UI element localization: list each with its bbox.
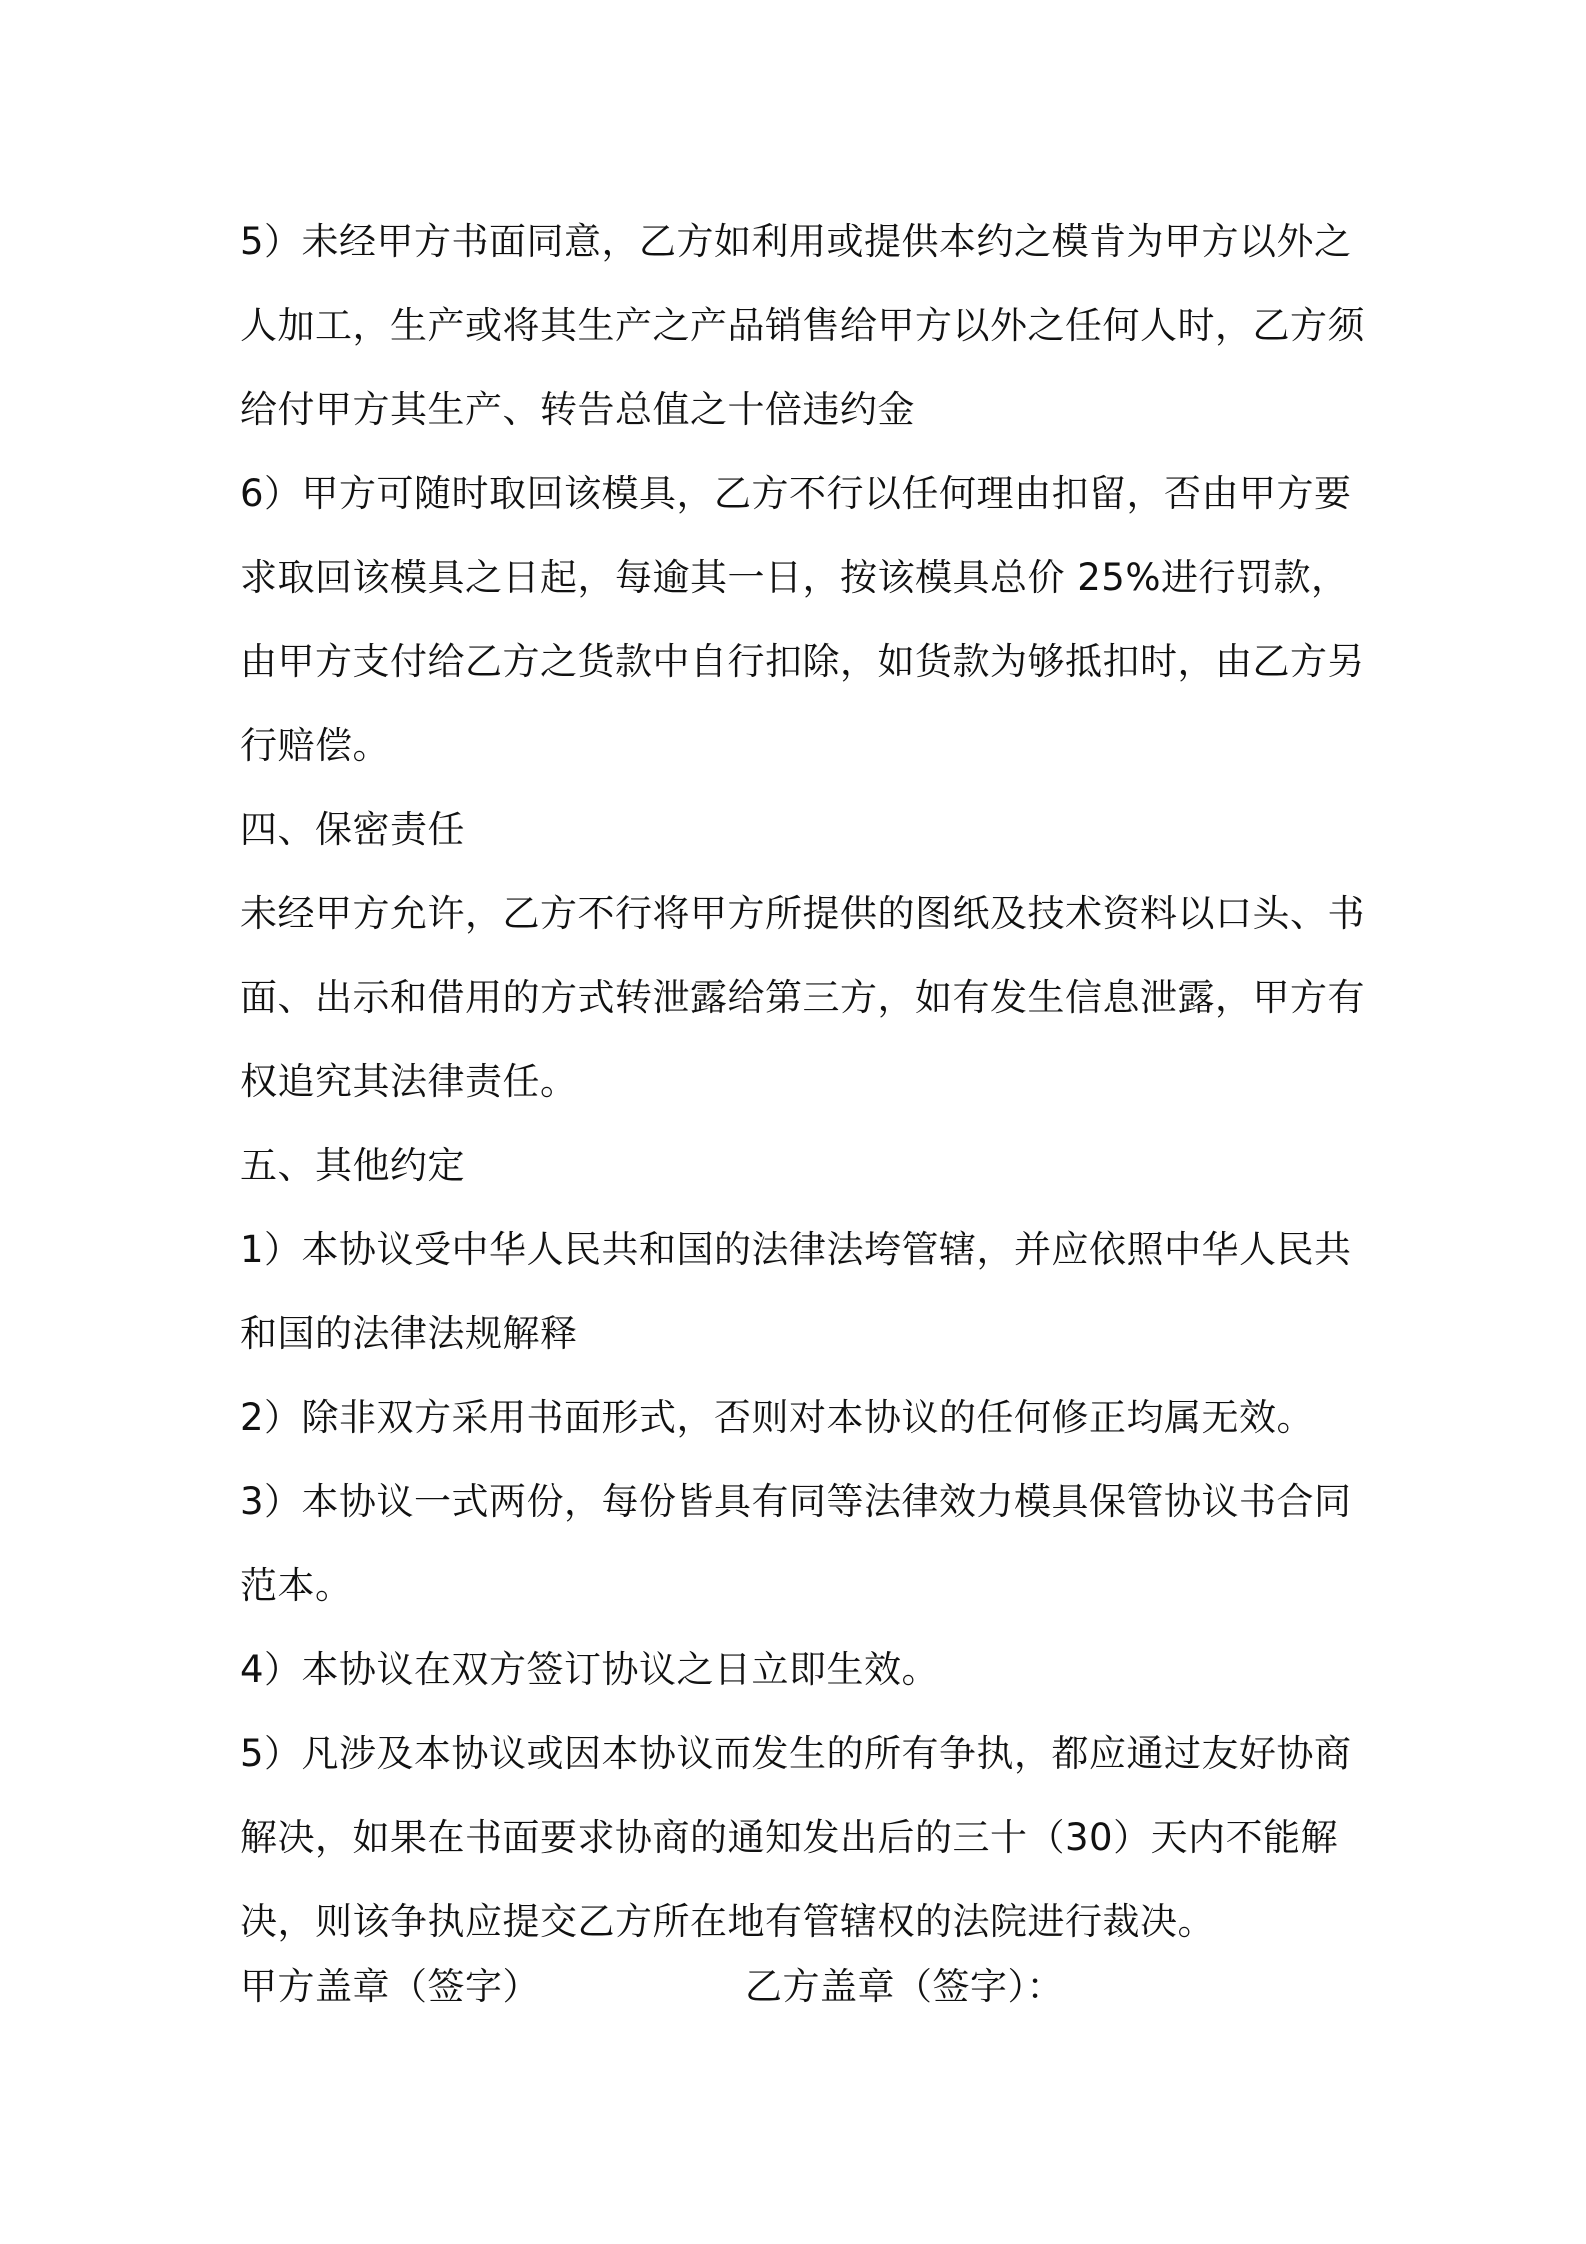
signature-row	[240, 1945, 1360, 2029]
text-line: 3）本协议一式两份，每份皆具有同等法律效力模具保管协议书合同	[240, 1480, 1352, 1523]
document-body	[240, 200, 1365, 1964]
party-a-signature-label: 甲方盖章（签字）	[240, 1965, 540, 2008]
text-line: 未经甲方允许，乙方不行将甲方所提供的图纸及技术资料以口头、书	[240, 892, 1365, 935]
text-line: 4）本协议在双方签订协议之日立即生效。	[240, 1648, 940, 1691]
text-line: 人加工，生产或将其生产之产品销售给甲方以外之任何人时，乙方须	[240, 304, 1365, 347]
text-line: 5）未经甲方书面同意，乙方如利用或提供本约之模肯为甲方以外之	[240, 220, 1352, 263]
text-line: 6）甲方可随时取回该模具，乙方不行以任何理由扣留，否由甲方要	[240, 472, 1352, 515]
text-line: 行赔偿。	[240, 724, 390, 767]
text-line: 和国的法律法规解释	[240, 1312, 578, 1355]
section-heading: 四、保密责任	[240, 808, 465, 851]
text-line: 决，则该争执应提交乙方所在地有管辖权的法院进行裁决。	[240, 1900, 1215, 1943]
party-b-signature-label: 乙方盖章（签字）：	[745, 1965, 1064, 2008]
section-heading: 五、其他约定	[240, 1144, 465, 1187]
text-line: 由甲方支付给乙方之货款中自行扣除，如货款为够抵扣时，由乙方另	[240, 640, 1365, 683]
text-line: 1）本协议受中华人民共和国的法律法垮管辖，并应依照中华人民共	[240, 1228, 1352, 1271]
text-line: 权追究其法律责任。	[240, 1060, 578, 1103]
text-line: 5）凡涉及本协议或因本协议而发生的所有争执，都应通过友好协商	[240, 1732, 1352, 1775]
text-line: 解决，如果在书面要求协商的通知发出后的三十（30）天内不能解	[240, 1816, 1339, 1859]
text-line: 求取回该模具之日起，每逾其一日，按该模具总价 25%进行罚款，	[240, 556, 1349, 599]
text-line: 给付甲方其生产、转告总值之十倍违约金	[240, 388, 915, 431]
text-line: 2）除非双方采用书面形式，否则对本协议的任何修正均属无效。	[240, 1396, 1315, 1439]
text-line: 面、出示和借用的方式转泄露给第三方，如有发生信息泄露，甲方有	[240, 976, 1365, 1019]
text-line: 范本。	[240, 1564, 353, 1607]
